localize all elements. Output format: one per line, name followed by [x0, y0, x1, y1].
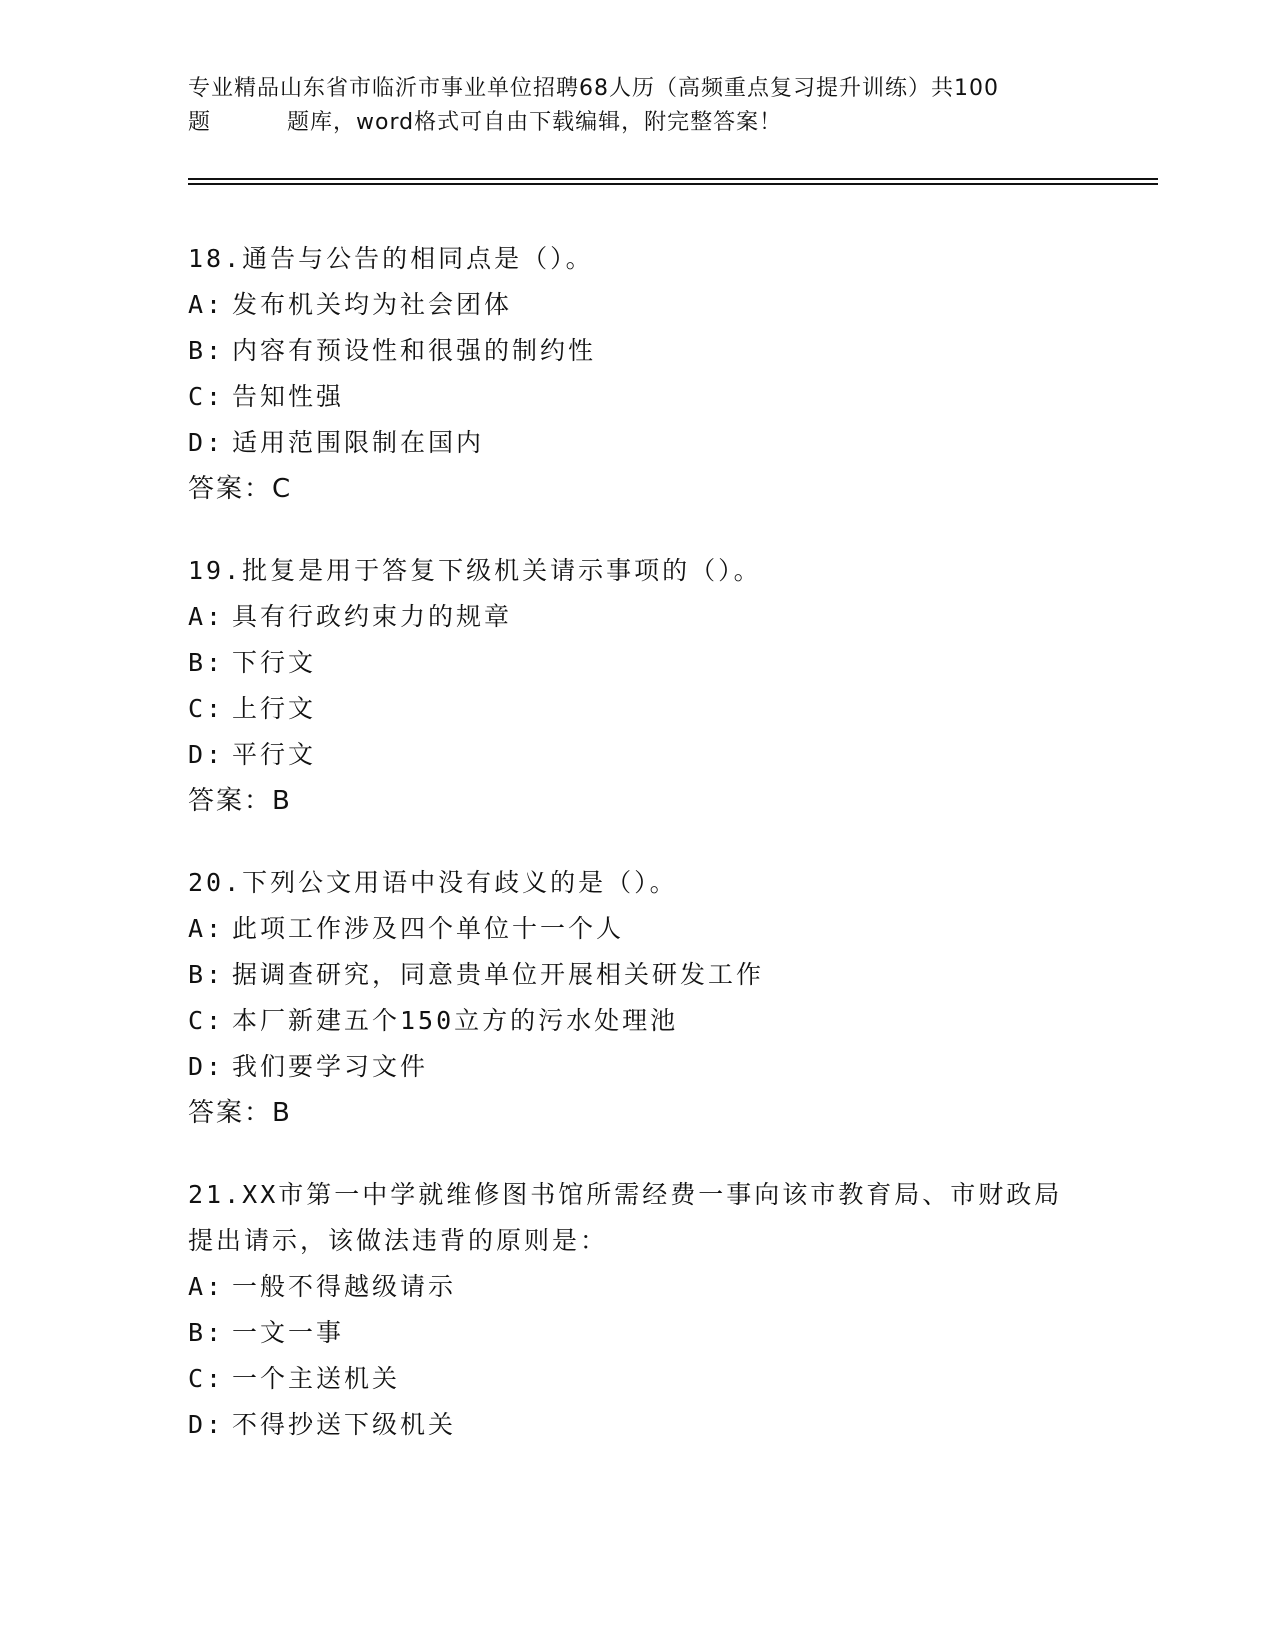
option-text: 下行文: [232, 648, 317, 677]
question-option: [188, 1356, 1188, 1402]
header-line-1: 专业精品山东省市临沂市事业单位招聘68人历（高频重点复习提升训练）共100: [188, 76, 999, 101]
option-letter: C:: [188, 1364, 225, 1393]
option-letter: C:: [188, 382, 225, 411]
option-letter: B:: [188, 960, 225, 989]
option-letter: D:: [188, 1052, 225, 1081]
header-divider-top: [188, 178, 1158, 180]
option-text: 我们要学习文件: [232, 1052, 429, 1081]
question-option: [188, 374, 1188, 420]
option-text: 上行文: [232, 694, 317, 723]
question-option: [188, 640, 1188, 686]
option-letter: A:: [188, 290, 225, 319]
header-line-2-tail: 题库，word格式可自由下载编辑，附完整答案！: [287, 110, 783, 135]
question-option: [188, 906, 1188, 952]
option-text: 一个主送机关: [232, 1364, 401, 1393]
question-option: [188, 1402, 1188, 1448]
header-line-2-head: 题: [188, 110, 212, 135]
option-text: 平行文: [232, 740, 317, 769]
option-letter: B:: [188, 1318, 225, 1347]
option-letter: C:: [188, 694, 225, 723]
answer-line: 答案：C: [188, 474, 293, 504]
option-text: 一文一事: [232, 1318, 345, 1347]
option-text: 发布机关均为社会团体: [232, 290, 513, 319]
question-list: [188, 236, 1188, 1484]
question-block: [188, 860, 1188, 1136]
question-block: [188, 1172, 1188, 1448]
option-text: 内容有预设性和很强的制约性: [232, 336, 597, 365]
question-option: [188, 328, 1188, 374]
option-letter: D:: [188, 1410, 225, 1439]
question-option: [188, 686, 1188, 732]
question-option: [188, 1310, 1188, 1356]
page-header: [188, 72, 1088, 140]
question-block: [188, 236, 1188, 512]
question-stem: 19.批复是用于答复下级机关请示事项的（）。: [188, 556, 762, 585]
option-text: 适用范围限制在国内: [232, 428, 485, 457]
option-letter: A:: [188, 602, 225, 631]
option-text: 不得抄送下级机关: [232, 1410, 457, 1439]
option-text: 本厂新建五个150立方的污水处理池: [232, 1006, 679, 1035]
option-letter: D:: [188, 428, 225, 457]
question-option: [188, 998, 1188, 1044]
option-letter: C:: [188, 1006, 225, 1035]
option-letter: B:: [188, 336, 225, 365]
question-option: [188, 1264, 1188, 1310]
question-block: [188, 548, 1188, 824]
option-letter: B:: [188, 648, 225, 677]
answer-line: 答案：B: [188, 1098, 292, 1128]
question-option: [188, 952, 1188, 998]
question-option: [188, 732, 1188, 778]
option-text: 据调查研究，同意贵单位开展相关研发工作: [232, 960, 765, 989]
question-option: [188, 420, 1188, 466]
option-letter: A:: [188, 1272, 225, 1301]
question-stem: 18.通告与公告的相同点是（）。: [188, 244, 594, 273]
option-letter: A:: [188, 914, 225, 943]
option-text: 告知性强: [232, 382, 345, 411]
header-line-2: [188, 106, 1088, 140]
question-stem: 20.下列公文用语中没有歧义的是（）。: [188, 868, 678, 897]
answer-line: 答案：B: [188, 786, 292, 816]
question-stem: 提出请示，该做法违背的原则是：: [188, 1226, 609, 1255]
option-text: 具有行政约束力的规章: [232, 602, 513, 631]
option-text: 此项工作涉及四个单位十一个人: [232, 914, 625, 943]
option-text: 一般不得越级请示: [232, 1272, 457, 1301]
option-letter: D:: [188, 740, 225, 769]
header-divider-bottom: [188, 183, 1158, 185]
question-option: [188, 594, 1188, 640]
question-option: [188, 1044, 1188, 1090]
question-option: [188, 282, 1188, 328]
question-stem: 21.XX市第一中学就维修图书馆所需经费一事向该市教育局、市财政局: [188, 1180, 1063, 1209]
